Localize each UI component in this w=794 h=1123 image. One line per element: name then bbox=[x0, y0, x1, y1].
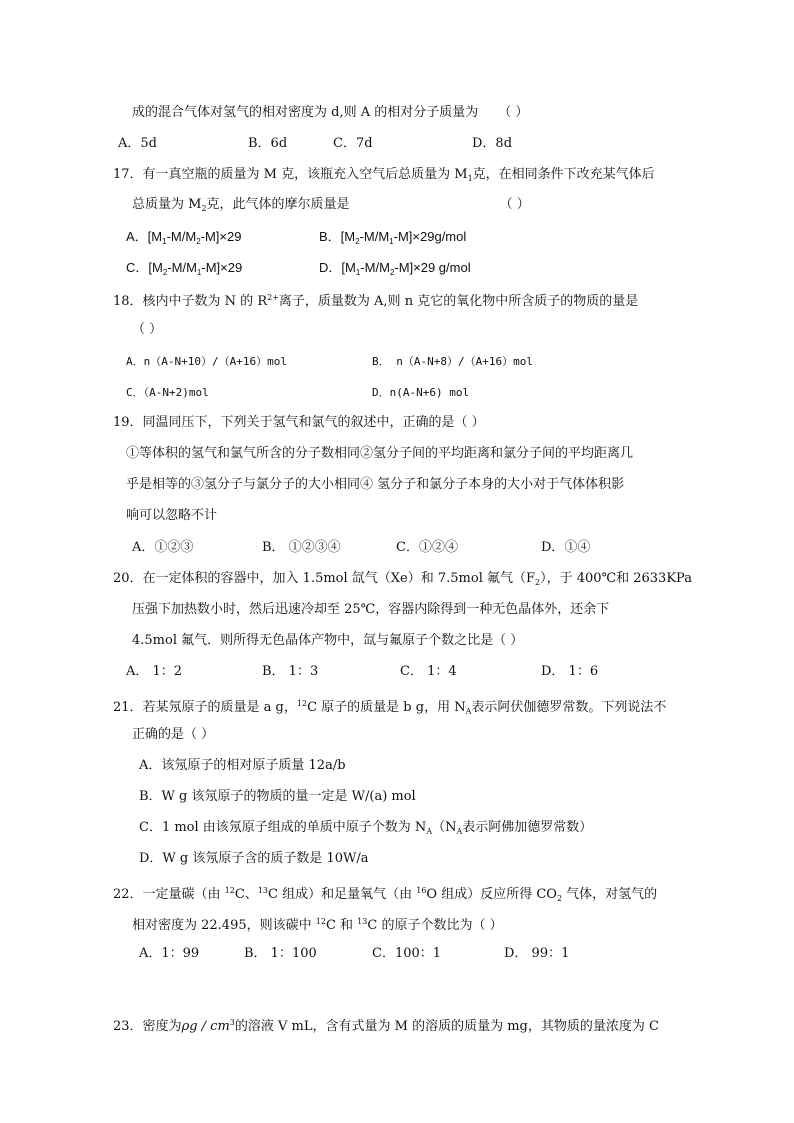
q20-stem-line1: 20．在一定体积的容器中，加入 1.5mol 氙气（Xe）和 7.5mol 氟气$(F_2)$，于 400℃和 2633KPa bbox=[113, 571, 692, 587]
q19-option-b: B． ①②③④ bbox=[262, 540, 341, 555]
q19-option-d: D．①④ bbox=[541, 540, 591, 555]
q17-option-b: B．$[M_2-M/M_1-M]\times 29g$/mol bbox=[319, 229, 467, 246]
q19-option-a: A．①②③ bbox=[132, 540, 194, 555]
q21-option-b: B．W g 该氖原子的物质的量一定是 W/(a) mol bbox=[139, 789, 416, 804]
q16-option-b: B．6d bbox=[248, 136, 288, 151]
q22-option-c: C．100：1 bbox=[372, 946, 442, 961]
q21-option-d: D．W g 该氖原子含的质子数是 10W/a bbox=[139, 851, 369, 866]
q17-stem-line1: 17．有一真空瓶的质量为 M 克，该瓶充入空气后总质量为 $M_1$克，在相同条件下改充某气体后 bbox=[113, 167, 655, 183]
q18-option-a: A．n（A-N+10）/（A+16）mol bbox=[126, 355, 287, 368]
q22-option-d: D． 99：1 bbox=[504, 946, 570, 961]
q20-option-b: B． 1：3 bbox=[262, 664, 319, 679]
q19-option-c: C．①②④ bbox=[396, 540, 458, 555]
q18-stem-line1: 18．核内中子数为 N 的 $R^{2+}$离子，质量数为 A,则 n 克它的氧化物中所含质子的物质的量是 bbox=[113, 293, 639, 309]
q19-stem: 19．同温同压下，下列关于氢气和氯气的叙述中，正确的是（ ） bbox=[113, 415, 485, 430]
q17-option-d: D．$[M_1-M/M_2-M]\times 29$ g/mol bbox=[319, 260, 471, 277]
q16-option-c: C．7d bbox=[333, 136, 373, 151]
q16-option-a: A．5d bbox=[118, 136, 157, 151]
q18-paren: （ ） bbox=[132, 322, 163, 337]
q22-stem-line2: 相对密度为 22.495，则该碳中 $^{12}$C 和 $^{13}$C 的原子个数比为（ ） bbox=[132, 917, 503, 933]
q22-option-b: B． 1：100 bbox=[244, 946, 317, 961]
q21-option-c: C．1 mol 由该氖原子组成的单质中原子个数为 $N_A(N_A$表示阿佛加德罗常数） bbox=[139, 820, 593, 836]
q19-statement-line3: 响可以忽略不计 bbox=[126, 508, 218, 523]
q23-stem: 23．密度为ρg / $cm^3$的溶液 V mL，含有式量为 M 的溶质的质量为 mg，其物质的量浓度为 C bbox=[113, 1018, 659, 1034]
q20-stem-line2: 压强下加热数小时，然后迅速冷却至 25℃，容器内除得到一种无色晶体外，还余下 bbox=[132, 602, 610, 617]
q22-stem-line1: 22．一定量碳（由 $^{12}$C、$^{13}$C 组成）和足量氧气（由 $^{16}$O 组成）反应所得 $CO_2$ 气体，对氢气的 bbox=[113, 886, 658, 903]
q21-stem-line2: 正确的是（ ） bbox=[132, 727, 215, 742]
q19-statement-line1: ①等体积的氢气和氯气所含的分子数相同②氢分子间的平均距离和氯分子间的平均距离几 bbox=[126, 446, 634, 461]
q17-stem-line2: 总质量为 $M_2$克，此气体的摩尔质量是 （ ） bbox=[132, 197, 530, 213]
q18-option-c: C．（A-N+2)mol bbox=[126, 386, 209, 399]
q16-option-d: D．8d bbox=[472, 136, 513, 151]
q22-option-a: A．1：99 bbox=[139, 946, 200, 961]
density-expression: ρg / cm bbox=[181, 1019, 230, 1034]
q20-stem-line3: 4.5mol 氟气．则所得无色晶体产物中，氙与氟原子个数之比是（ ） bbox=[132, 633, 524, 648]
q21-option-a: A．该氖原子的相对原子质量 12a/b bbox=[139, 758, 346, 773]
q20-option-a: A． 1：2 bbox=[126, 664, 183, 679]
q19-statement-line2: 乎是相等的③氢分子与氯分子的大小相同④ 氢分子和氯分子本身的大小对于气体体积影 bbox=[126, 477, 625, 492]
q17-option-a: A．$[M_1-M/M_2-M]\times 29$ bbox=[126, 229, 242, 246]
q18-option-d: D．n(A-N+6) mol bbox=[372, 386, 470, 399]
q20-option-d: D． 1：6 bbox=[541, 664, 599, 679]
q17-option-c: C．$[M_2-M/M_1-M]\times 29$ bbox=[126, 260, 243, 277]
q18-option-b: B． n（A-N+8）/（A+16）mol bbox=[372, 355, 533, 368]
q20-option-c: C． 1：4 bbox=[400, 664, 457, 679]
q21-stem-line1: 21．若某氖原子的质量是 a g，$^{12}$C 原子的质量是 b g，用 $N_A$表示阿伏伽德罗常数。下列说法不 bbox=[113, 699, 667, 716]
q16-stem-continuation: 成的混合气体对氢气的相对密度为 d,则 A 的相对分子质量为 （ ） bbox=[132, 105, 529, 120]
